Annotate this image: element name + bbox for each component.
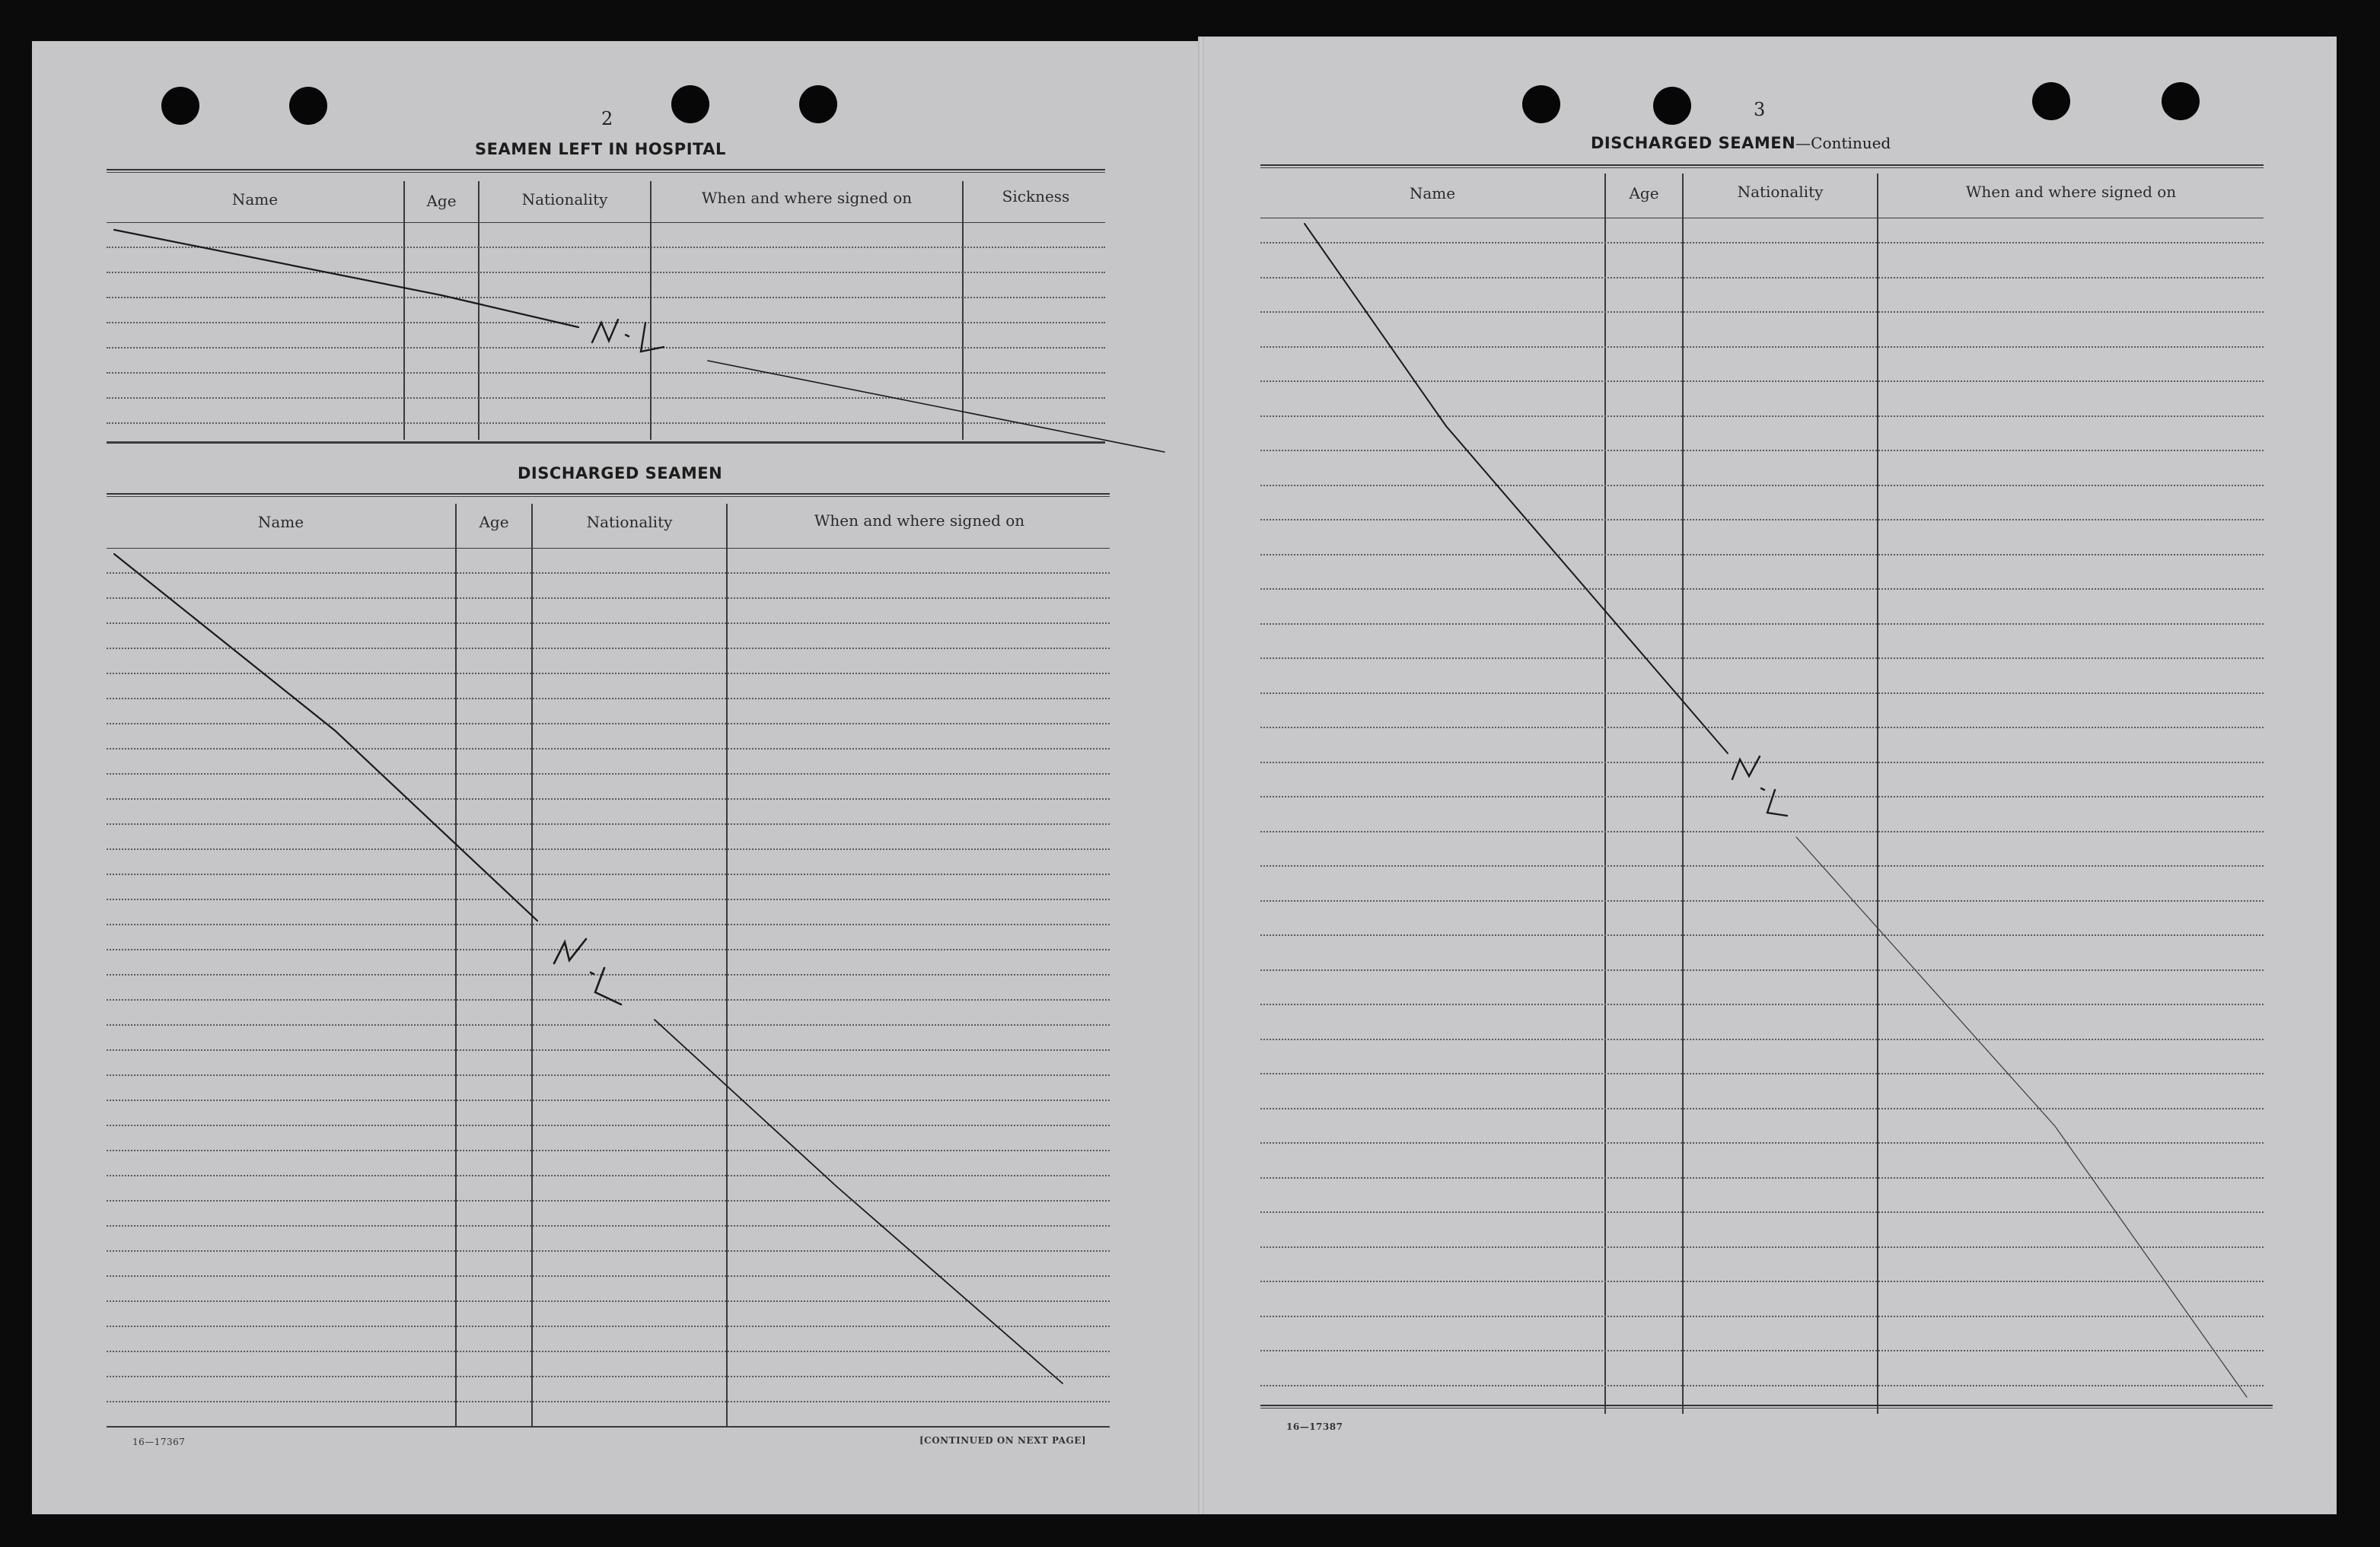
discharged-continued-title-main: DISCHARGED SEAMEN <box>1591 134 1796 152</box>
hospital-nl-mark <box>592 320 664 352</box>
form-number: 16—17367 <box>132 1437 186 1447</box>
right-col-name: Name <box>1409 184 1456 202</box>
form-number: 16—17387 <box>1286 1421 1343 1432</box>
right-nl-mark <box>1732 756 1787 816</box>
hospital-col-age: Age <box>426 192 457 210</box>
discharged-strike-line <box>114 554 537 921</box>
right-col-age: Age <box>1629 184 1659 202</box>
discharged-section-title: DISCHARGED SEAMEN <box>518 464 723 482</box>
right-col-signed-on: When and where signed on <box>1965 183 2177 201</box>
discharged-col-signed-on: When and where signed on <box>814 511 1025 530</box>
hospital-strike-line-tail <box>708 361 1165 452</box>
hospital-col-name: Name <box>231 190 279 208</box>
discharged-continued-title-suffix: —Continued <box>1795 134 1891 152</box>
discharged-nl-mark <box>554 939 621 1004</box>
right-strike-line <box>1305 224 1728 753</box>
hospital-col-sickness: Sickness <box>1002 187 1070 205</box>
discharged-strike-line-tail <box>655 1020 1063 1383</box>
right-strike-line-tail <box>1796 837 2247 1397</box>
page-number: 3 <box>1754 99 1766 120</box>
hospital-strike-line <box>114 230 578 327</box>
page-number: 2 <box>601 108 613 129</box>
hospital-col-nationality: Nationality <box>521 190 608 208</box>
hospital-col-signed-on: When and where signed on <box>701 189 913 207</box>
hospital-section-title: SEAMEN LEFT IN HOSPITAL <box>475 140 726 158</box>
discharged-col-age: Age <box>479 513 509 531</box>
discharged-col-name: Name <box>257 513 304 531</box>
continued-note: [CONTINUED ON NEXT PAGE] <box>919 1435 1087 1446</box>
discharged-col-nationality: Nationality <box>586 513 673 531</box>
right-col-nationality: Nationality <box>1737 183 1824 201</box>
